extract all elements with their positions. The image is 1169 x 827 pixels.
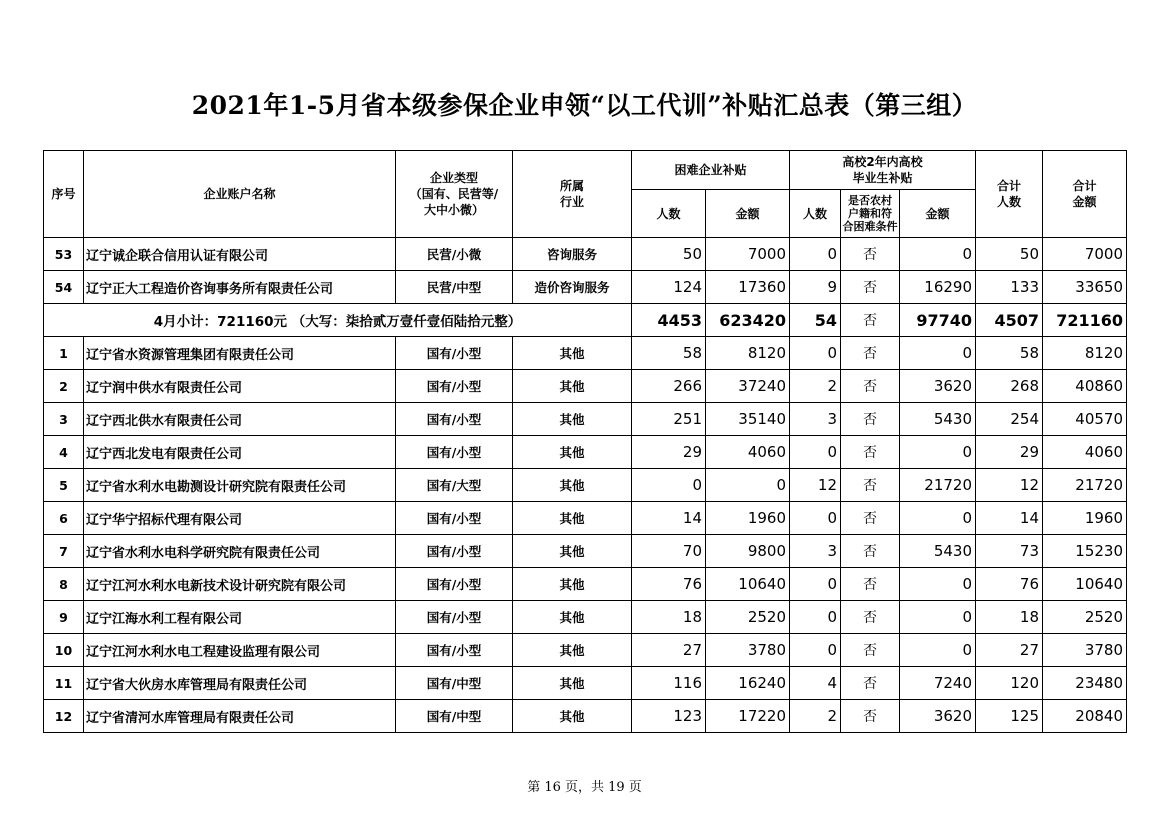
row-people: 124 [632,271,706,304]
row-total-people: 58 [976,337,1043,370]
row-company-type: 国有/小型 [396,436,513,469]
row-grad-amount: 3620 [900,700,976,733]
subtotal-amount: 623420 [706,304,790,337]
table-row [44,667,1127,700]
table-row [44,271,1127,304]
row-grad-amount: 7240 [900,667,976,700]
row-total-amount: 10640 [1043,568,1127,601]
row-grad-people: 0 [790,634,841,667]
subtotal-grad-amount: 97740 [900,304,976,337]
row-total-people: 268 [976,370,1043,403]
row-rural-flag: 否 [841,370,900,403]
header-industry: 所属 行业 [513,151,632,238]
row-grad-people: 0 [790,502,841,535]
row-seq: 54 [44,271,84,304]
row-people: 76 [632,568,706,601]
row-grad-amount: 5430 [900,535,976,568]
row-industry: 其他 [513,667,632,700]
row-seq: 11 [44,667,84,700]
rows-before [44,238,1127,304]
table-row [44,502,1127,535]
row-total-people: 133 [976,271,1043,304]
row-grad-people: 3 [790,403,841,436]
page-footer: 第 16 页，共 19 页 [527,780,642,795]
row-total-people: 18 [976,601,1043,634]
row-industry: 其他 [513,436,632,469]
subtotal-total-people: 4507 [976,304,1043,337]
row-rural-flag: 否 [841,337,900,370]
row-rural-flag: 否 [841,634,900,667]
row-seq: 2 [44,370,84,403]
row-total-people: 29 [976,436,1043,469]
row-rural-flag: 否 [841,238,900,271]
row-company-type: 民营/中型 [396,271,513,304]
row-total-people: 50 [976,238,1043,271]
row-rural-flag: 否 [841,403,900,436]
row-rural-flag: 否 [841,601,900,634]
row-seq: 12 [44,700,84,733]
row-amount: 17360 [706,271,790,304]
row-total-amount: 23480 [1043,667,1127,700]
row-total-people: 73 [976,535,1043,568]
row-company-name: 辽宁诚企联合信用认证有限公司 [84,238,396,271]
row-rural-flag: 否 [841,700,900,733]
row-people: 27 [632,634,706,667]
row-amount: 7000 [706,238,790,271]
subtotal-people: 4453 [632,304,706,337]
row-company-type: 国有/小型 [396,634,513,667]
row-rural-flag: 否 [841,271,900,304]
row-company-name: 辽宁正大工程造价咨询事务所有限责任公司 [84,271,396,304]
subtotal-label: 4月小计：721160元 （大写：柒拾贰万壹仟壹佰陆拾元整） [44,304,632,337]
row-industry: 其他 [513,601,632,634]
row-people: 50 [632,238,706,271]
row-grad-people: 0 [790,568,841,601]
row-people: 123 [632,700,706,733]
row-industry: 其他 [513,370,632,403]
row-people: 58 [632,337,706,370]
table-row [44,370,1127,403]
row-company-name: 辽宁省水资源管理集团有限责任公司 [84,337,396,370]
row-rural-flag: 否 [841,502,900,535]
row-amount: 10640 [706,568,790,601]
row-grad-amount: 0 [900,502,976,535]
row-company-name: 辽宁西北发电有限责任公司 [84,436,396,469]
header-company-name: 企业账户名称 [84,151,396,238]
table-row [44,634,1127,667]
row-company-name: 辽宁江河水利水电工程建设监理有限公司 [84,634,396,667]
row-industry: 其他 [513,568,632,601]
row-total-amount: 2520 [1043,601,1127,634]
row-total-people: 254 [976,403,1043,436]
row-people: 29 [632,436,706,469]
row-amount: 3780 [706,634,790,667]
row-amount: 35140 [706,403,790,436]
row-amount: 2520 [706,601,790,634]
row-rural-flag: 否 [841,436,900,469]
row-total-amount: 33650 [1043,271,1127,304]
row-people: 70 [632,535,706,568]
row-grad-amount: 0 [900,634,976,667]
subtotal-grad-people: 54 [790,304,841,337]
row-total-people: 14 [976,502,1043,535]
row-people: 116 [632,667,706,700]
row-industry: 其他 [513,634,632,667]
row-company-type: 国有/小型 [396,568,513,601]
row-total-amount: 40860 [1043,370,1127,403]
row-grad-amount: 16290 [900,271,976,304]
row-grad-people: 2 [790,370,841,403]
row-grad-amount: 0 [900,601,976,634]
row-total-people: 120 [976,667,1043,700]
row-company-type: 国有/小型 [396,535,513,568]
row-industry: 造价咨询服务 [513,271,632,304]
row-grad-amount: 3620 [900,370,976,403]
row-seq: 10 [44,634,84,667]
row-seq: 5 [44,469,84,502]
row-company-type: 国有/小型 [396,502,513,535]
header-rural-flag: 是否农村 户籍和符 合困难条件 [841,190,900,238]
row-total-people: 125 [976,700,1043,733]
header-grad-amount: 金额 [900,190,976,238]
row-rural-flag: 否 [841,568,900,601]
row-grad-people: 0 [790,238,841,271]
row-company-type: 国有/中型 [396,667,513,700]
row-amount: 4060 [706,436,790,469]
subtotal-total-amount: 721160 [1043,304,1127,337]
row-amount: 16240 [706,667,790,700]
table-row [44,469,1127,502]
row-seq: 53 [44,238,84,271]
row-grad-amount: 0 [900,337,976,370]
row-amount: 37240 [706,370,790,403]
row-grad-amount: 5430 [900,403,976,436]
row-amount: 9800 [706,535,790,568]
header-total-people: 合计 人数 [976,151,1043,238]
row-company-type: 国有/大型 [396,469,513,502]
row-grad-people: 4 [790,667,841,700]
row-people: 251 [632,403,706,436]
row-amount: 1960 [706,502,790,535]
row-industry: 其他 [513,502,632,535]
row-people: 14 [632,502,706,535]
row-company-name: 辽宁省清河水库管理局有限责任公司 [84,700,396,733]
row-grad-amount: 0 [900,568,976,601]
row-seq: 6 [44,502,84,535]
row-amount: 0 [706,469,790,502]
row-company-name: 辽宁华宁招标代理有限公司 [84,502,396,535]
subsidy-table [43,150,1127,733]
row-total-amount: 20840 [1043,700,1127,733]
row-rural-flag: 否 [841,535,900,568]
row-grad-people: 3 [790,535,841,568]
row-company-name: 辽宁省水利水电勘测设计研究院有限责任公司 [84,469,396,502]
row-amount: 8120 [706,337,790,370]
row-company-type: 国有/中型 [396,700,513,733]
row-total-amount: 4060 [1043,436,1127,469]
row-grad-people: 0 [790,337,841,370]
row-industry: 其他 [513,337,632,370]
row-industry: 其他 [513,403,632,436]
row-total-amount: 7000 [1043,238,1127,271]
header-seq: 序号 [44,151,84,238]
row-seq: 7 [44,535,84,568]
row-company-name: 辽宁江海水利工程有限公司 [84,601,396,634]
row-total-amount: 40570 [1043,403,1127,436]
row-rural-flag: 否 [841,469,900,502]
subtotal-section [44,304,1127,337]
row-industry: 咨询服务 [513,238,632,271]
row-industry: 其他 [513,535,632,568]
header-difficult-subsidy: 困难企业补贴 [632,151,790,190]
row-company-type: 国有/小型 [396,337,513,370]
row-total-amount: 21720 [1043,469,1127,502]
row-grad-amount: 21720 [900,469,976,502]
table-row [44,601,1127,634]
header-graduate-subsidy: 高校2年内高校 毕业生补贴 [790,151,976,190]
row-total-amount: 1960 [1043,502,1127,535]
subtotal-row [44,304,1127,337]
row-seq: 4 [44,436,84,469]
row-company-type: 民营/小微 [396,238,513,271]
row-company-name: 辽宁江河水利水电新技术设计研究院有限公司 [84,568,396,601]
row-seq: 1 [44,337,84,370]
row-people: 266 [632,370,706,403]
row-industry: 其他 [513,700,632,733]
row-company-type: 国有/小型 [396,370,513,403]
row-total-amount: 3780 [1043,634,1127,667]
row-seq: 3 [44,403,84,436]
row-seq: 8 [44,568,84,601]
row-company-name: 辽宁西北供水有限责任公司 [84,403,396,436]
header-people: 人数 [632,190,706,238]
table-row [44,568,1127,601]
header-amount: 金额 [706,190,790,238]
row-grad-amount: 0 [900,238,976,271]
row-grad-people: 9 [790,271,841,304]
row-company-type: 国有/小型 [396,403,513,436]
row-grad-amount: 0 [900,436,976,469]
row-seq: 9 [44,601,84,634]
row-grad-people: 0 [790,436,841,469]
row-people: 0 [632,469,706,502]
row-total-people: 76 [976,568,1043,601]
header-company-type: 企业类型 （国有、民营等/ 大中小微） [396,151,513,238]
row-total-people: 12 [976,469,1043,502]
row-total-amount: 8120 [1043,337,1127,370]
row-total-amount: 15230 [1043,535,1127,568]
row-industry: 其他 [513,469,632,502]
header-total-amount: 合计 金额 [1043,151,1127,238]
row-amount: 17220 [706,700,790,733]
subtotal-flag: 否 [841,304,900,337]
row-people: 18 [632,601,706,634]
row-company-name: 辽宁省水利水电科学研究院有限责任公司 [84,535,396,568]
row-total-people: 27 [976,634,1043,667]
page-title: 2021年1-5月省本级参保企业申领“以工代训”补贴汇总表（第三组） [191,91,978,120]
table-row [44,238,1127,271]
header-grad-people: 人数 [790,190,841,238]
table-row [44,436,1127,469]
table-row [44,700,1127,733]
row-company-type: 国有/小型 [396,601,513,634]
table-row [44,403,1127,436]
row-rural-flag: 否 [841,667,900,700]
row-company-name: 辽宁省大伙房水库管理局有限责任公司 [84,667,396,700]
table-row [44,535,1127,568]
row-grad-people: 0 [790,601,841,634]
row-company-name: 辽宁润中供水有限责任公司 [84,370,396,403]
row-grad-people: 2 [790,700,841,733]
row-grad-people: 12 [790,469,841,502]
rows-after [44,337,1127,733]
table-row [44,337,1127,370]
